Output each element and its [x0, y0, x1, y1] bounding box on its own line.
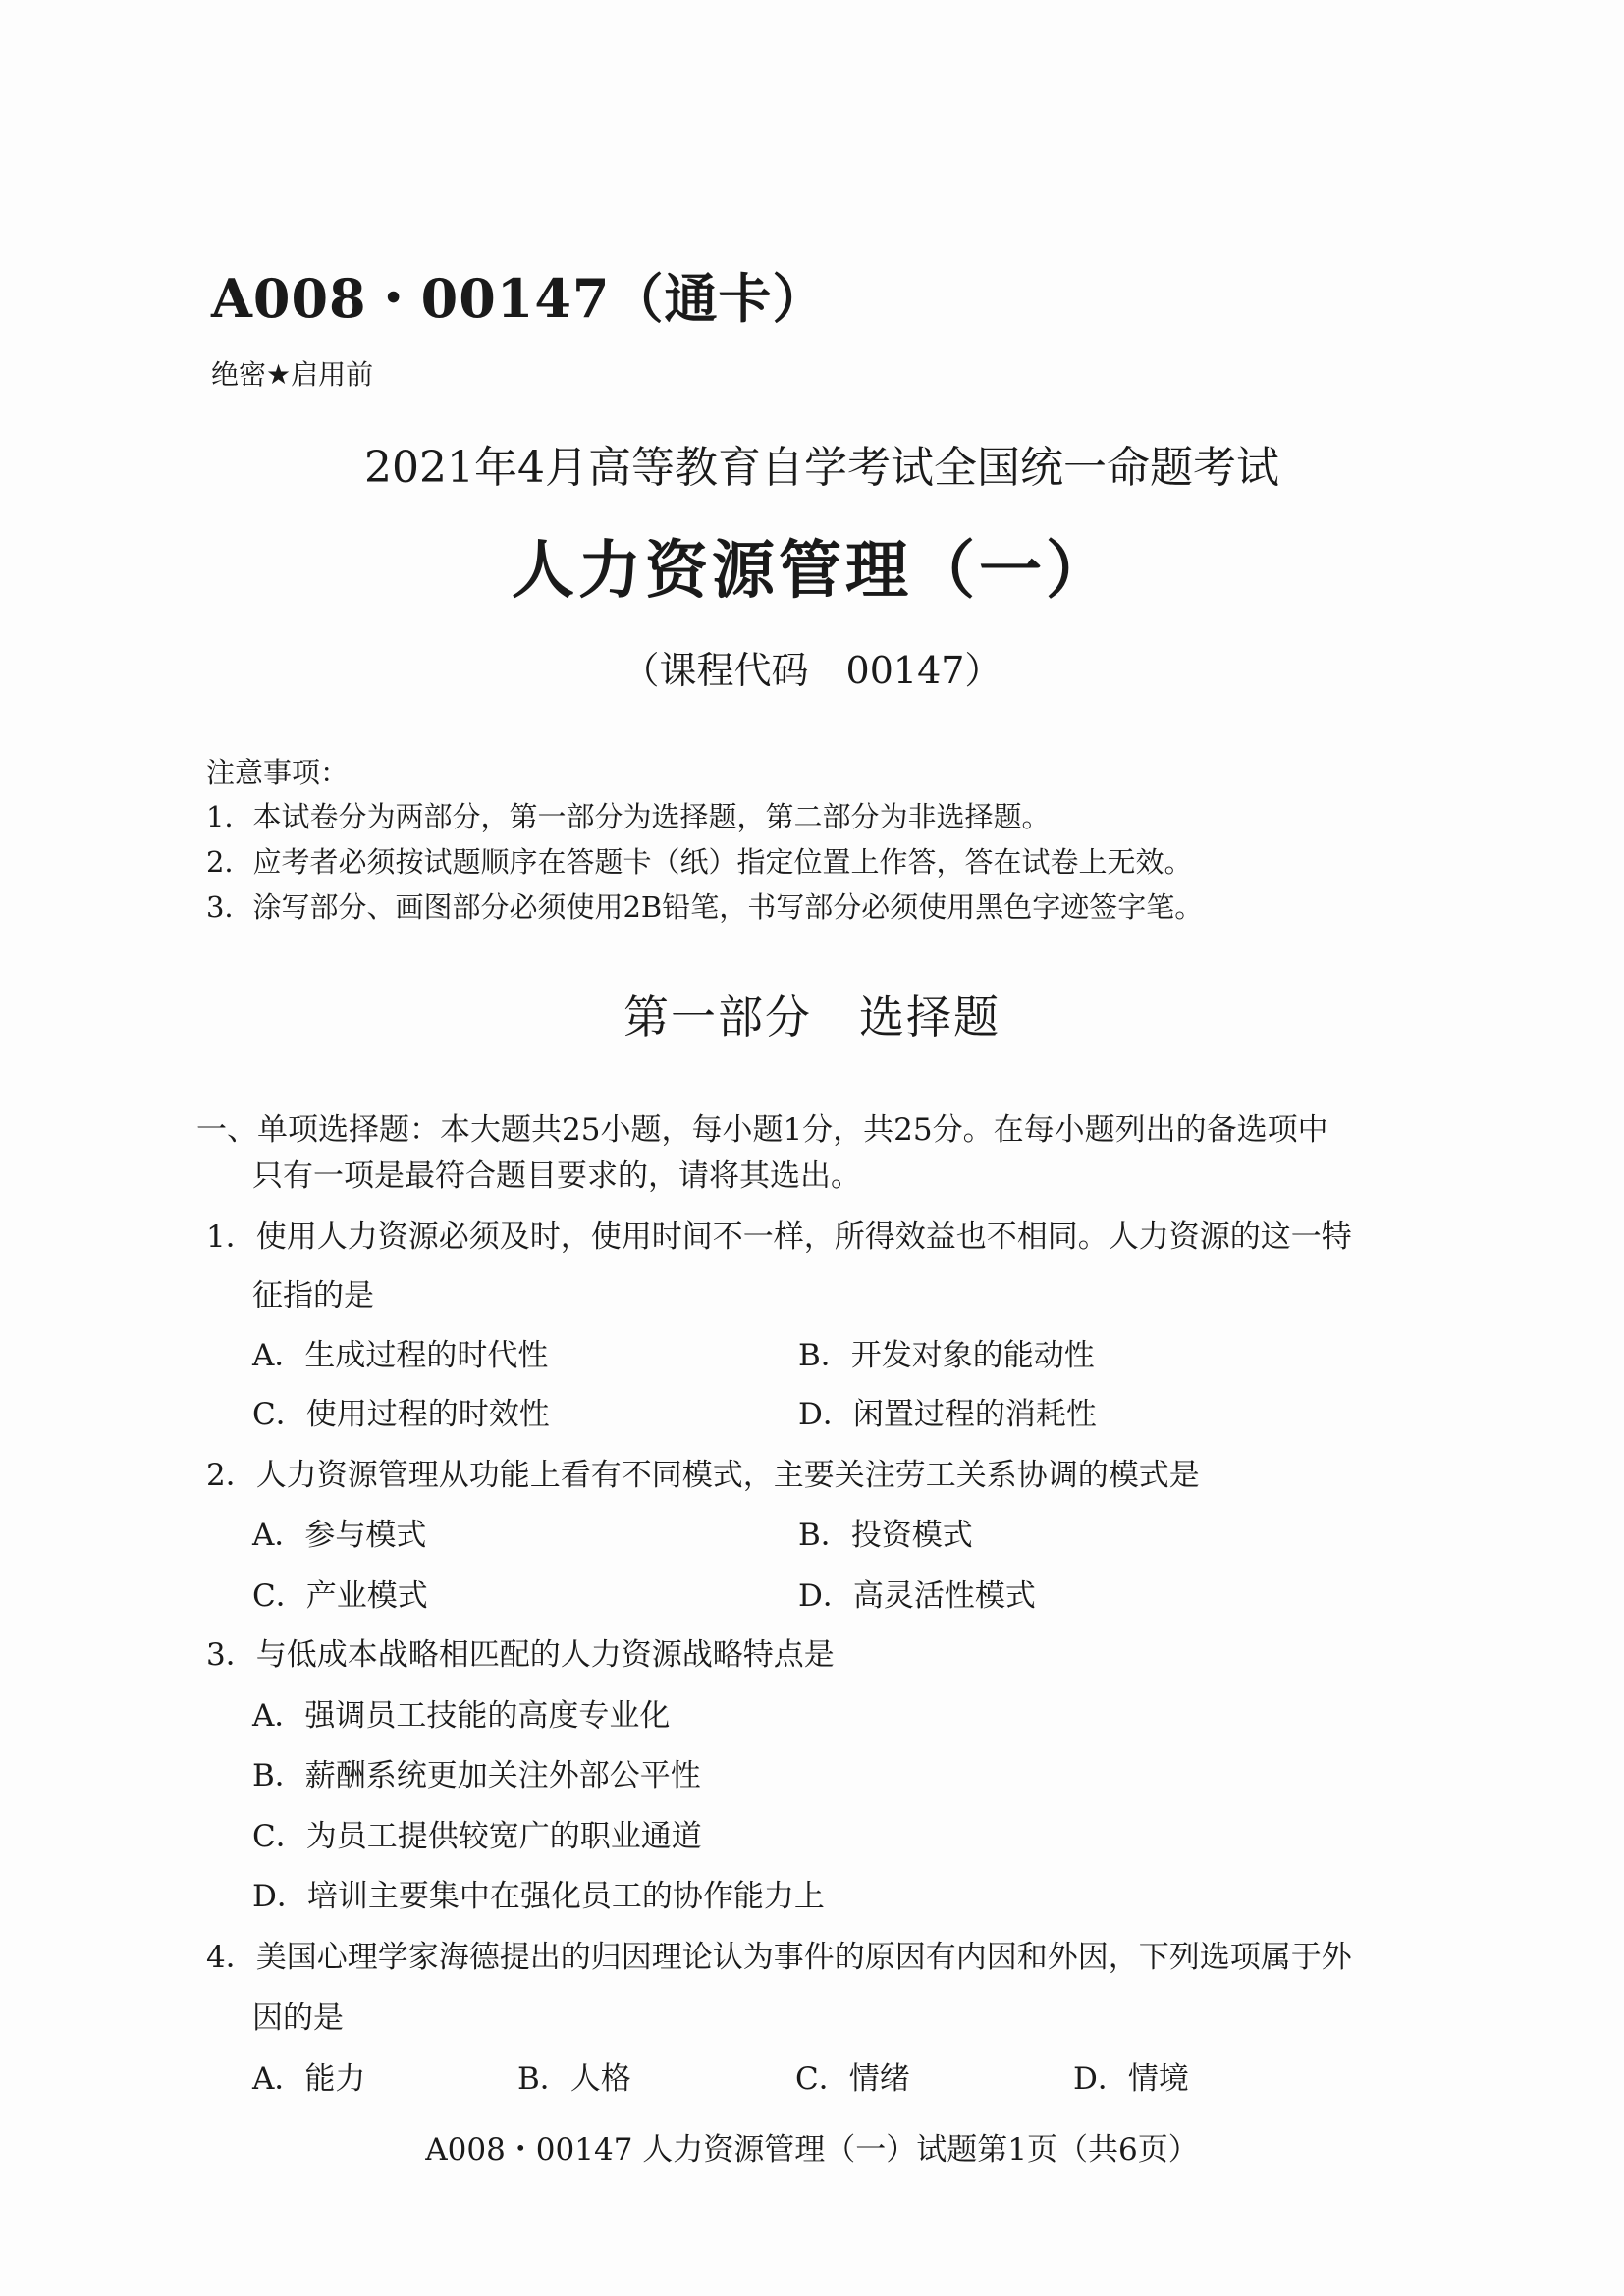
question-1-option-d: D．闲置过程的消耗性: [798, 1397, 1097, 1432]
paper-code: A008・00147（通卡）: [211, 267, 827, 330]
confidential-label: 绝密★启用前: [211, 358, 374, 391]
question-2-option-b: B．投资模式: [798, 1518, 973, 1553]
question-2-stem: 2．人力资源管理从功能上看有不同模式，主要关注劳工关系协调的模式是: [206, 1458, 1200, 1493]
question-2-option-d: D．高灵活性模式: [798, 1578, 1036, 1614]
section-instructions-line1: 一、单项选择题：本大题共25小题，每小题1分，共25分。在每小题列出的备选项中: [196, 1112, 1328, 1148]
question-4-option-d: D．情境: [1073, 2061, 1189, 2097]
note-item-2: 2．应考者必须按试题顺序在答题卡（纸）指定位置上作答，答在试卷上无效。: [206, 845, 1193, 879]
question-3-option-a: A．强调员工技能的高度专业化: [252, 1698, 671, 1734]
question-3-stem: 3．与低成本战略相匹配的人力资源战略特点是: [206, 1637, 835, 1673]
question-4-option-b: B．人格: [517, 2061, 631, 2097]
subject-title: 人力资源管理（一）: [512, 534, 1112, 608]
note-item-1: 1．本试卷分为两部分，第一部分为选择题，第二部分为非选择题。: [206, 800, 1051, 833]
question-1-option-a: A．生成过程的时代性: [252, 1338, 549, 1373]
question-4-stem-cont: 因的是: [252, 2001, 344, 2036]
question-3-option-b: B．薪酬系统更加关注外部公平性: [252, 1758, 701, 1793]
question-4-stem: 4．美国心理学家海德提出的归因理论认为事件的原因有内因和外因，下列选项属于外: [206, 1940, 1352, 1975]
question-1-stem: 1．使用人力资源必须及时，使用时间不一样，所得效益也不相同。人力资源的这一特: [206, 1219, 1352, 1255]
question-2-option-a: A．参与模式: [252, 1518, 427, 1553]
notes-heading: 注意事项：: [206, 756, 350, 789]
question-3-option-c: C．为员工提供较宽广的职业通道: [252, 1819, 702, 1854]
note-item-3: 3．涂写部分、画图部分必须使用2B铅笔，书写部分必须使用黑色字迹签字笔。: [206, 890, 1204, 924]
question-1-option-c: C．使用过程的时效性: [252, 1397, 550, 1432]
question-4-option-a: A．能力: [252, 2061, 366, 2097]
question-1-stem-cont: 征指的是: [252, 1278, 374, 1313]
course-code: （课程代码 00147）: [622, 649, 1002, 692]
page-footer: A008・00147 人力资源管理（一）试题第1页（共6页）: [425, 2132, 1199, 2167]
part-title: 第一部分 选择题: [623, 990, 1001, 1043]
exam-title: 2021年4月高等教育自学考试全国统一命题考试: [364, 443, 1279, 493]
question-1-option-b: B．开发对象的能动性: [798, 1338, 1095, 1373]
question-2-option-c: C．产业模式: [252, 1578, 428, 1614]
section-instructions-line2: 只有一项是最符合题目要求的，请将其选出。: [252, 1158, 861, 1194]
question-4-option-c: C．情绪: [795, 2061, 910, 2097]
question-3-option-d: D．培训主要集中在强化员工的协作能力上: [252, 1879, 825, 1914]
